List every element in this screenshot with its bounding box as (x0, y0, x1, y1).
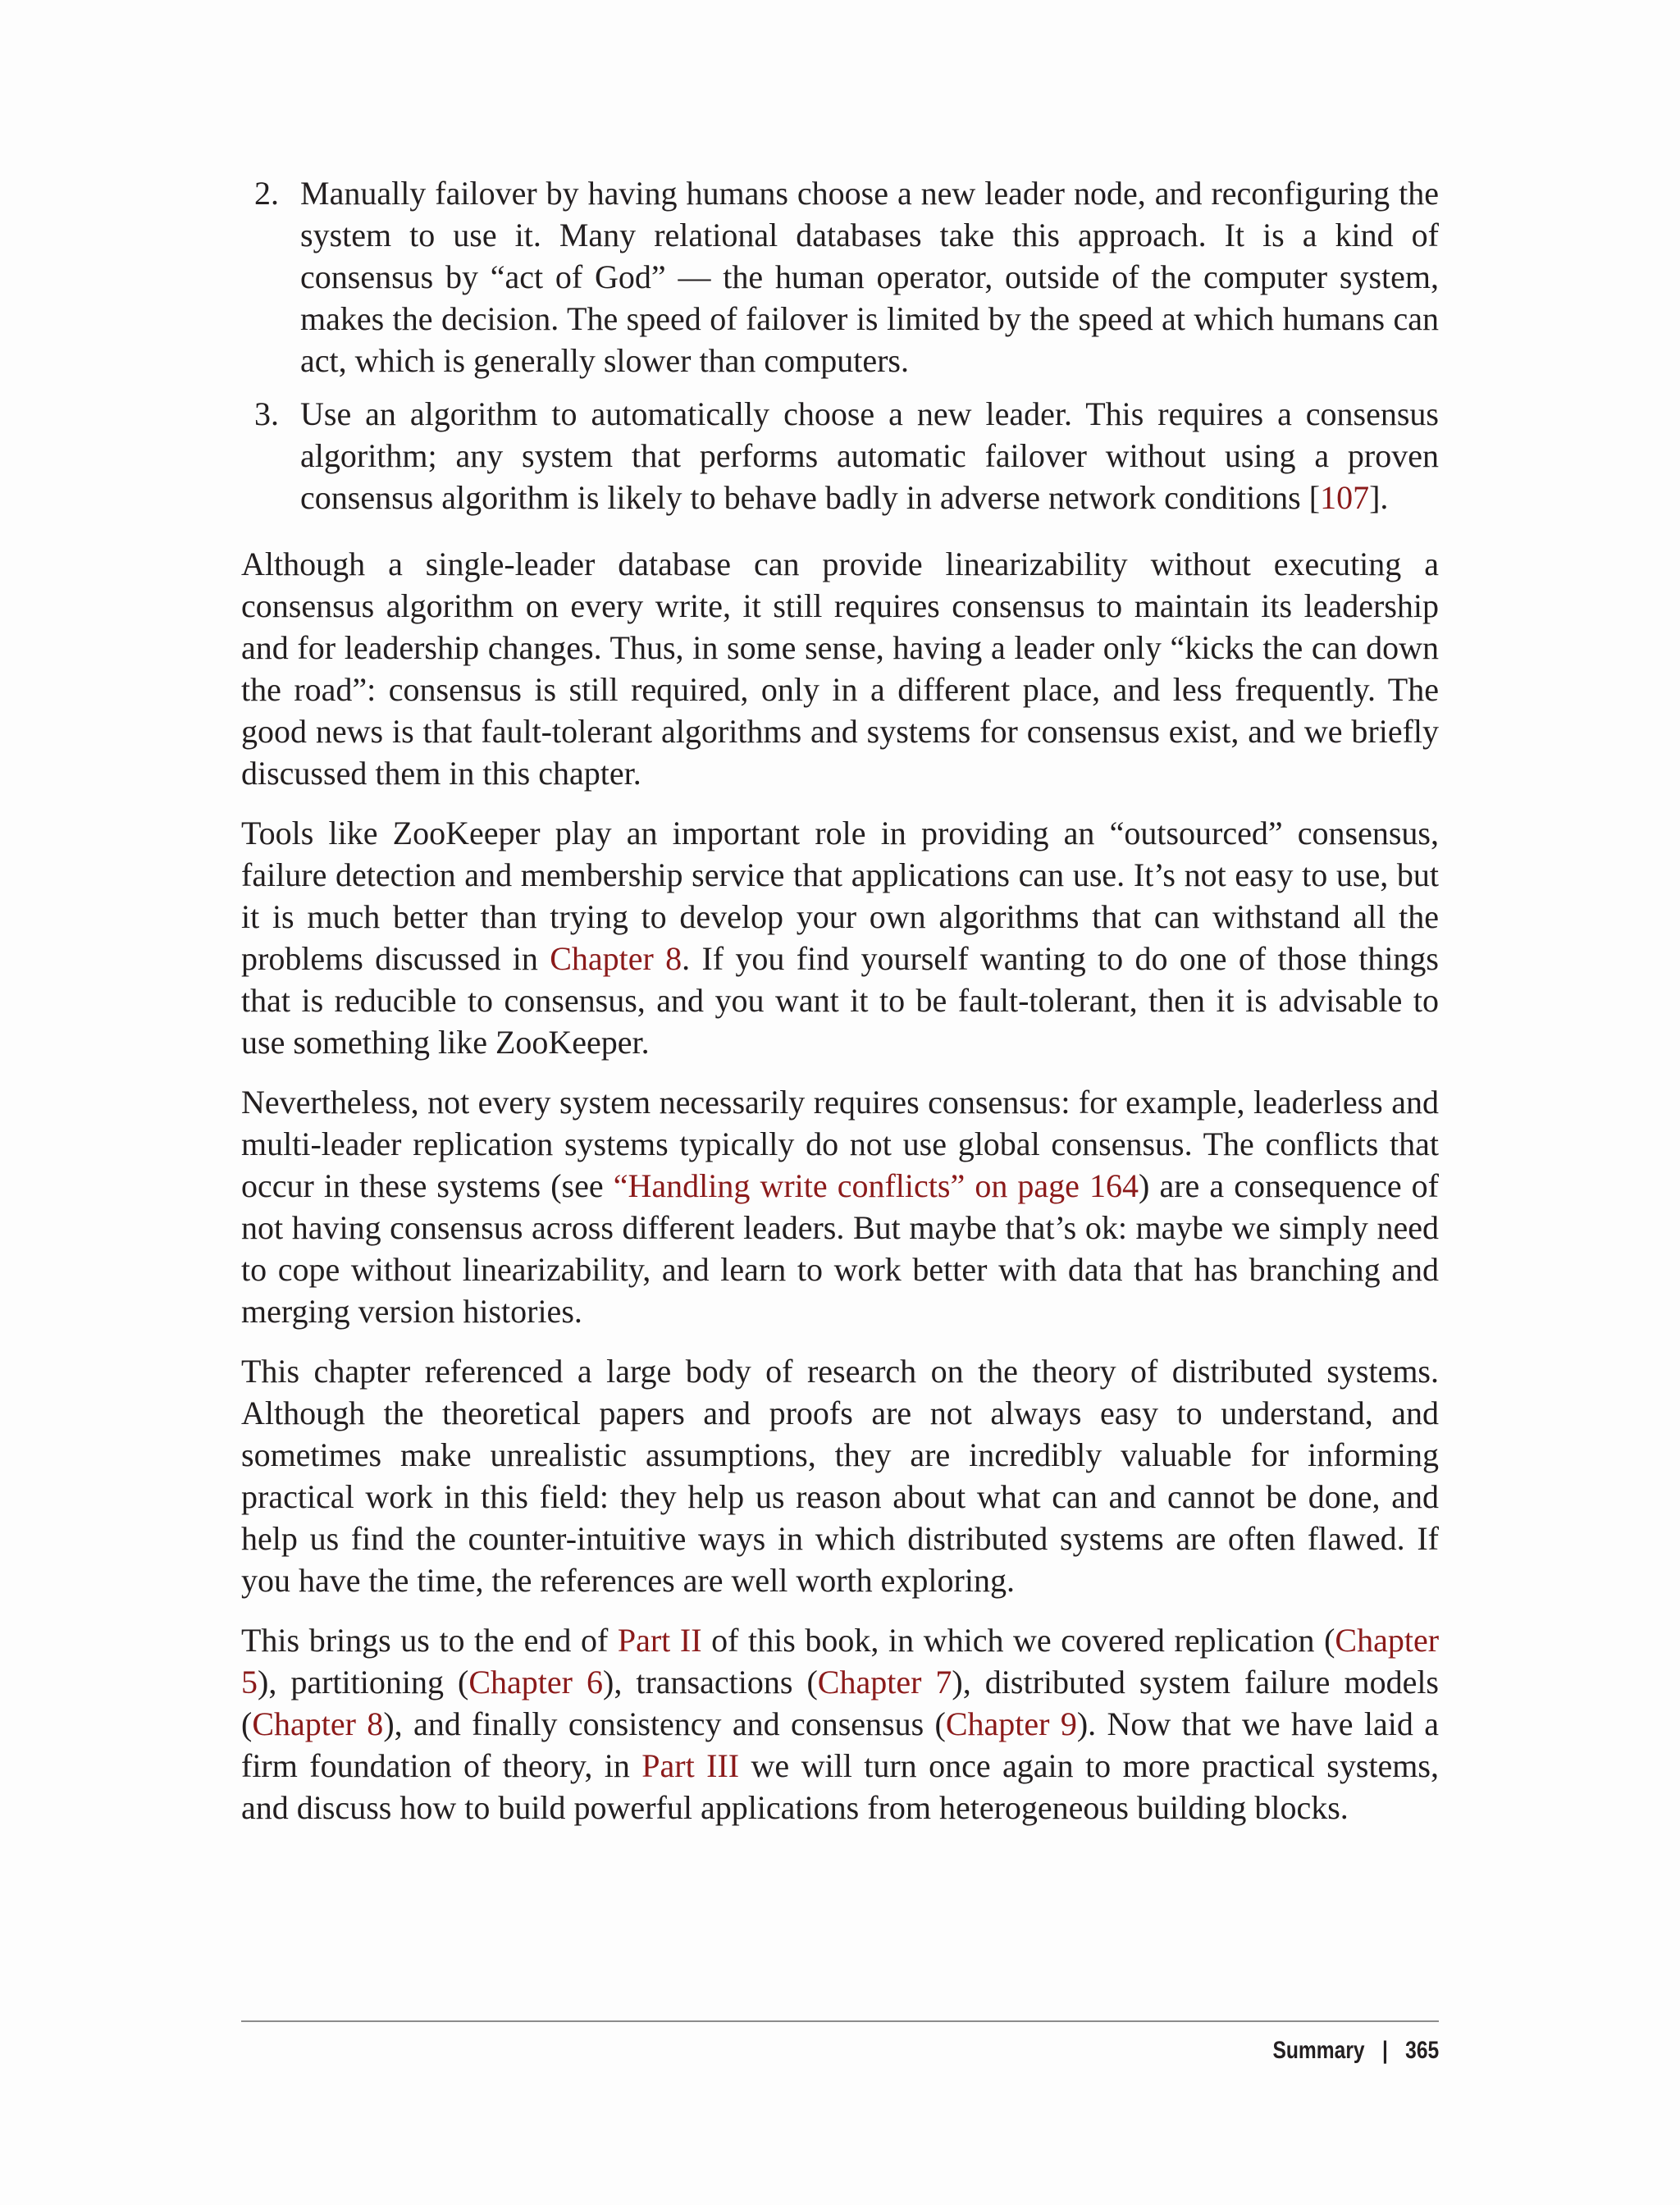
part-iii-link[interactable]: Part III (641, 1747, 740, 1784)
paragraph-leaderless (241, 1081, 1439, 1332)
reference-bracket-close: ]. (1369, 479, 1389, 516)
chapter-8-link[interactable]: Chapter 8 (252, 1705, 384, 1742)
paragraph-text: . If you find yourself wanting to do one of those things that is reducible to consensus, and you want it to be fault-tolerant, then it is advisable to use something like ZooKeeper. (241, 940, 1439, 1061)
paragraph-text: ), partitioning ( (258, 1664, 469, 1701)
paragraph-text: we will turn once again to more practical systems, and discuss how to build powerful applications from heterogeneous building blocks. (241, 1747, 1439, 1826)
chapter-8-link[interactable]: Chapter 8 (550, 940, 682, 977)
paragraph-zookeeper (241, 812, 1439, 1063)
paragraph-text: Tools like ZooKeeper play an important role in providing an “outsourced” consensus, failure detection and membership service that applications can use. It’s not easy to use, but it is much better than trying to develop your own algorithms that can withstand all the problems discussed in (241, 815, 1439, 977)
page-number: 365 (1404, 2037, 1439, 2064)
chapter-9-link[interactable]: Chapter 9 (945, 1705, 1077, 1742)
paragraph-end-of-part (241, 1619, 1439, 1828)
list-item (241, 172, 1439, 381)
list-item-text: Use an algorithm to automatically choose a new leader. This requires a consensus algorithm; any system that performs automatic failover without using a proven consensus algorithm is likely to behave badly in adverse network conditions (300, 395, 1439, 516)
paragraph-text: ), transactions ( (603, 1664, 818, 1701)
paragraph-text: ), and finally consistency and consensus ( (383, 1705, 946, 1742)
paragraph-text: ), distributed system failure models ( (241, 1664, 1439, 1742)
list-item (241, 393, 1439, 518)
paragraph-research (241, 1350, 1439, 1601)
chapter-6-link[interactable]: Chapter 6 (468, 1664, 603, 1701)
list-item-text: Manually failover by having humans choose a new leader node, and reconfiguring the system to use it. Many relational databases take this approach. It is a kind of consensus by “act of God” — the human operator, outside of the computer system, makes the decision. The speed of failover is limited by the speed at which humans can act, which is generally slower than computers. (300, 175, 1439, 379)
reference-link-107[interactable]: 107 (1320, 479, 1370, 516)
running-footer (1272, 2037, 1439, 2065)
chapter-5-link[interactable]: Chapter 5 (241, 1622, 1440, 1701)
footer-section-title: Summary (1272, 2037, 1365, 2064)
paragraph-text: This chapter referenced a large body of research on the theory of distributed systems. Although the theoretical papers and proofs are not always easy to understand, and sometimes make unrealistic assumptions, they are incredibly valuable for informing practical work in this field: they help us reason about what can and cannot be done, and help us find the counter-intuitive ways in which distributed systems are often flawed. If you have the time, the references are well worth exploring. (241, 1353, 1439, 1599)
part-ii-link[interactable]: Part II (617, 1622, 702, 1659)
paragraph-text: ) are a consequence of not having consensus across different leaders. But maybe that’s ok: maybe we simply need to cope without linearizability, and learn to work better with data that has branching and merging version histories. (241, 1167, 1439, 1330)
paragraph-text: of this book, in which we covered replication ( (701, 1622, 1335, 1659)
footer-separator: | (1381, 2037, 1388, 2064)
chapter-7-link[interactable]: Chapter 7 (817, 1664, 952, 1701)
page-content (241, 172, 1439, 1847)
list-item-number: 3. (254, 395, 279, 432)
paragraph-text: Nevertheless, not every system necessarily requires consensus: for example, leaderless and multi-leader replication systems typically do not use global consensus. The conflicts that occur in these systems (see (241, 1084, 1439, 1204)
list-item-number: 2. (254, 175, 279, 212)
numbered-list (241, 172, 1439, 518)
page-footer (241, 2020, 1439, 2064)
handling-write-conflicts-link[interactable]: “Handling write conflicts” on page 164 (613, 1167, 1139, 1204)
reference-bracket-open: [ (1308, 479, 1321, 516)
paragraph-text: ). Now that we have laid a firm foundation of theory, in (241, 1705, 1439, 1784)
paragraph-text: This brings us to the end of (241, 1622, 618, 1659)
paragraph-text: Although a single-leader database can provide linearizability without executing a consensus algorithm on every write, it still requires consensus to maintain its leadership and for leadership changes. Thus, in some sense, having a leader only “kicks the can down the road”: consensus is still required, only in a different place, and less frequently. The good news is that fault-tolerant algorithms and systems for consensus exist, and we briefly discussed them in this chapter. (241, 546, 1439, 792)
paragraph-single-leader (241, 543, 1439, 794)
